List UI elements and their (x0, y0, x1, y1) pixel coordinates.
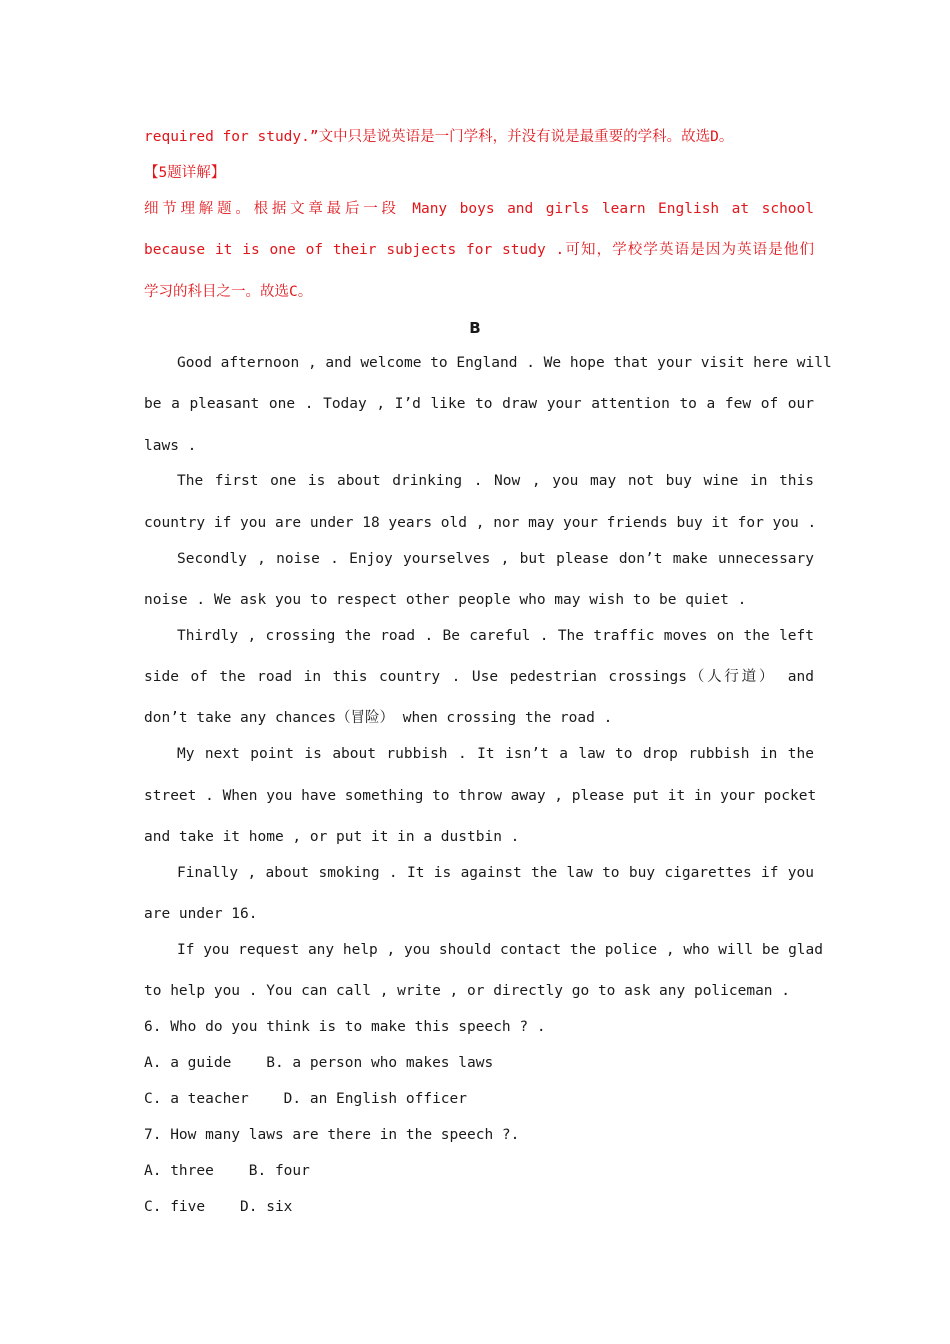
question-6-stem: 6. Who do you think is to make this speech ? . (144, 1019, 546, 1035)
passage-p4-line-3: don’t take any chances（冒险） when crossing the road . (144, 710, 613, 726)
passage-p4-line-2: side of the road in this country . Use pedestrian crossings（人行道） and (144, 669, 814, 685)
passage-p7-line-2: to help you . You can call , write , or directly go to ask any policeman . (144, 983, 791, 999)
passage-p5-line-2: street . When you have something to throw away , please put it in your pocket (144, 788, 817, 804)
passage-p5-line-1: My next point is about rubbish . It isn’t a law to drop rubbish in the (177, 746, 814, 762)
passage-p2-line-1: The first one is about drinking . Now , you may not buy wine in this (177, 473, 814, 489)
q5-explanation-line-1: 细节理解题。根据文章最后一段 Many boys and girls learn English at school (144, 201, 814, 217)
passage-p1-line-2: be a pleasant one . Today , I’d like to draw your attention to a few of our (144, 396, 814, 412)
question-7-stem: 7. How many laws are there in the speech ?. (144, 1127, 520, 1143)
passage-p1-line-1: Good afternoon , and welcome to England . We hope that your visit here will (177, 355, 832, 371)
question-6-options-cd: C. a teacher D. an English officer (144, 1091, 468, 1107)
question-6-options-ab: A. a guide B. a person who makes laws (144, 1055, 494, 1071)
passage-p4-line-1: Thirdly , crossing the road . Be careful . The traffic moves on the left (177, 628, 814, 644)
passage-p6-line-1: Finally , about smoking . It is against the law to buy cigarettes if you (177, 865, 814, 881)
passage-p3-line-1: Secondly , noise . Enjoy yourselves , but please don’t make unnecessary (177, 551, 814, 567)
passage-p6-line-2: are under 16. (144, 906, 258, 922)
passage-p3-line-2: noise . We ask you to respect other people who may wish to be quiet . (144, 592, 747, 608)
explanation-q4-tail: required for study.”文中只是说英语是一门学科，并没有说是最重要的学科。故选D。 (144, 129, 734, 145)
passage-p7-line-1: If you request any help , you should contact the police , who will be glad (177, 942, 824, 958)
passage-p2-line-2: country if you are under 18 years old , nor may your friends buy it for you . (144, 515, 817, 531)
q5-explanation-title: 【5题详解】 (144, 165, 226, 181)
question-7-options-ab: A. three B. four (144, 1163, 310, 1179)
passage-p1-line-3: laws . (144, 438, 197, 454)
section-heading: B (469, 319, 481, 337)
q5-explanation-line-3: 学习的科目之一。故选C。 (144, 284, 313, 300)
question-7-options-cd: C. five D. six (144, 1199, 293, 1215)
q5-explanation-line-2: because it is one of their subjects for study .可知，学校学英语是因为英语是他们 (144, 242, 814, 258)
passage-p5-line-3: and take it home , or put it in a dustbin . (144, 829, 520, 845)
